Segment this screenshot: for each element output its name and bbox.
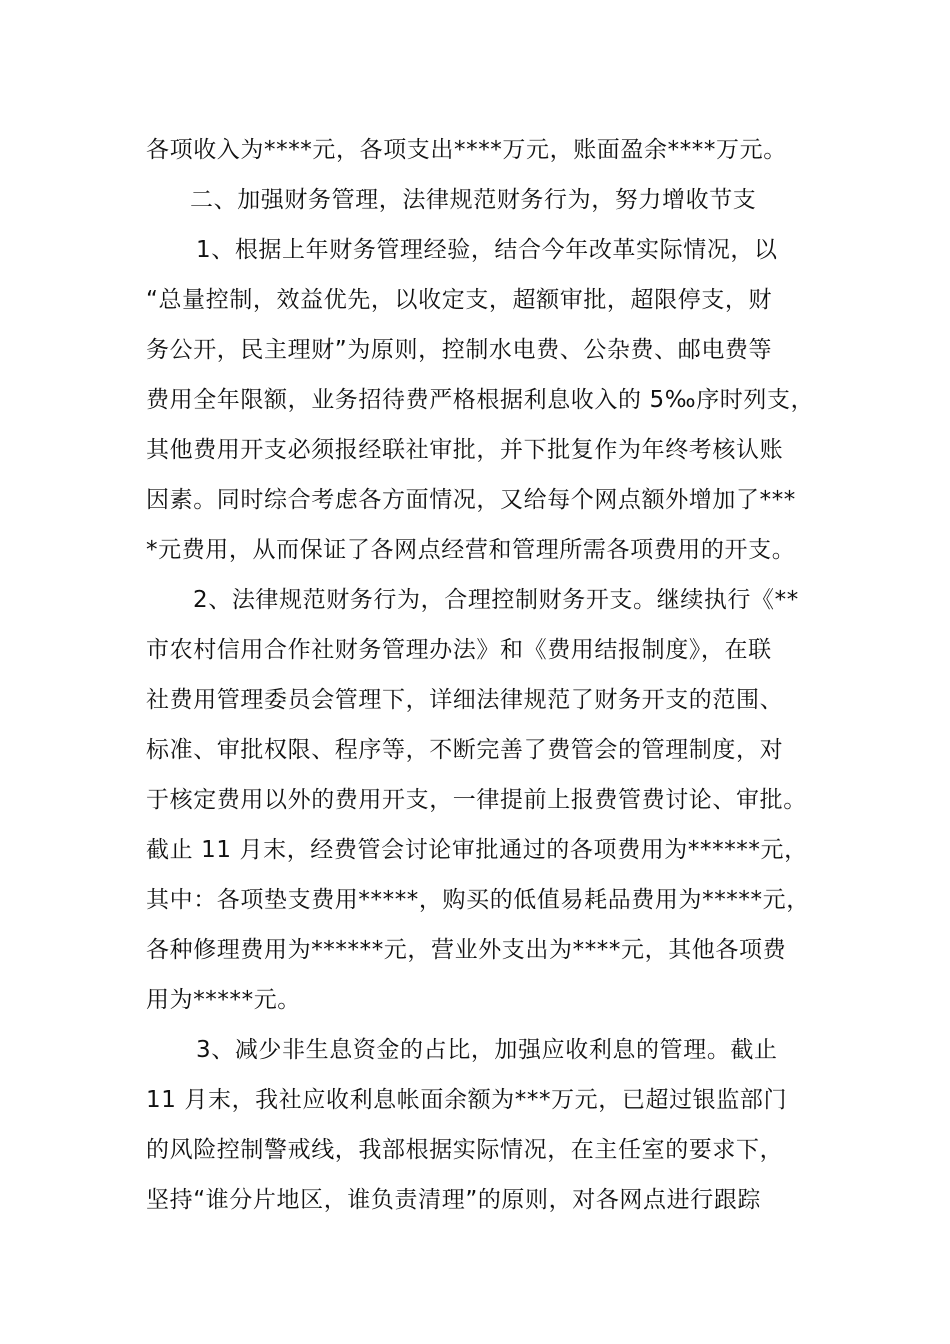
- text-line: 各种修理费用为******元，营业外支出为****元，其他各项费: [146, 937, 787, 963]
- text-line: 截止 11 月末，经费管会讨论审批通过的各项费用为******元，: [146, 837, 808, 863]
- text-line: *元费用，从而保证了各网点经营和管理所需各项费用的开支。: [146, 537, 796, 563]
- text-line: 2、法律规范财务行为，合理控制财务开支。继续执行《**: [193, 587, 799, 613]
- text-line: 其他费用开支必须报经联社审批，并下批复作为年终考核认账: [146, 437, 784, 463]
- text-line: 务公开，民主理财”为原则，控制水电费、公杂费、邮电费等: [146, 337, 773, 363]
- text-line: 费用全年限额，业务招待费严格根据利息收入的 5‰序时列支，: [146, 387, 815, 413]
- text-line: 社费用管理委员会管理下，详细法律规范了财务开支的范围、: [146, 687, 784, 713]
- text-line: 3、减少非生息资金的占比，加强应收利息的管理。截止: [196, 1037, 778, 1063]
- text-line: 标准、审批权限、程序等，不断完善了费管会的管理制度，对: [146, 737, 784, 763]
- text-line: “总量控制，效益优先，以收定支，超额审批，超限停支，财: [146, 287, 773, 313]
- text-line: 用为*****元。: [146, 987, 301, 1013]
- text-line: 因素。同时综合考虑各方面情况，又给每个网点额外增加了***: [146, 487, 796, 513]
- section-heading: 二、加强财务管理，法律规范财务行为，努力增收节支: [190, 187, 757, 213]
- text-line: 坚持“谁分片地区，谁负责清理”的原则，对各网点进行跟踪: [146, 1187, 762, 1213]
- text-line: 于核定费用以外的费用开支，一律提前上报费管费讨论、审批。: [146, 787, 807, 813]
- text-line: 市农村信用合作社财务管理办法》和《费用结报制度》，在联: [146, 637, 772, 663]
- text-line: 各项收入为****元，各项支出****万元，账面盈余****万元。: [146, 137, 787, 163]
- text-line: 11 月末，我社应收利息帐面余额为***万元，已超过银监部门: [146, 1087, 788, 1113]
- text-line: 1、根据上年财务管理经验，结合今年改革实际情况，以: [196, 237, 778, 263]
- text-line: 的风险控制警戒线，我部根据实际情况，在主任室的要求下，: [146, 1137, 784, 1163]
- text-line: 其中：各项垫支费用*****，购买的低值易耗品费用为*****元，: [146, 887, 810, 913]
